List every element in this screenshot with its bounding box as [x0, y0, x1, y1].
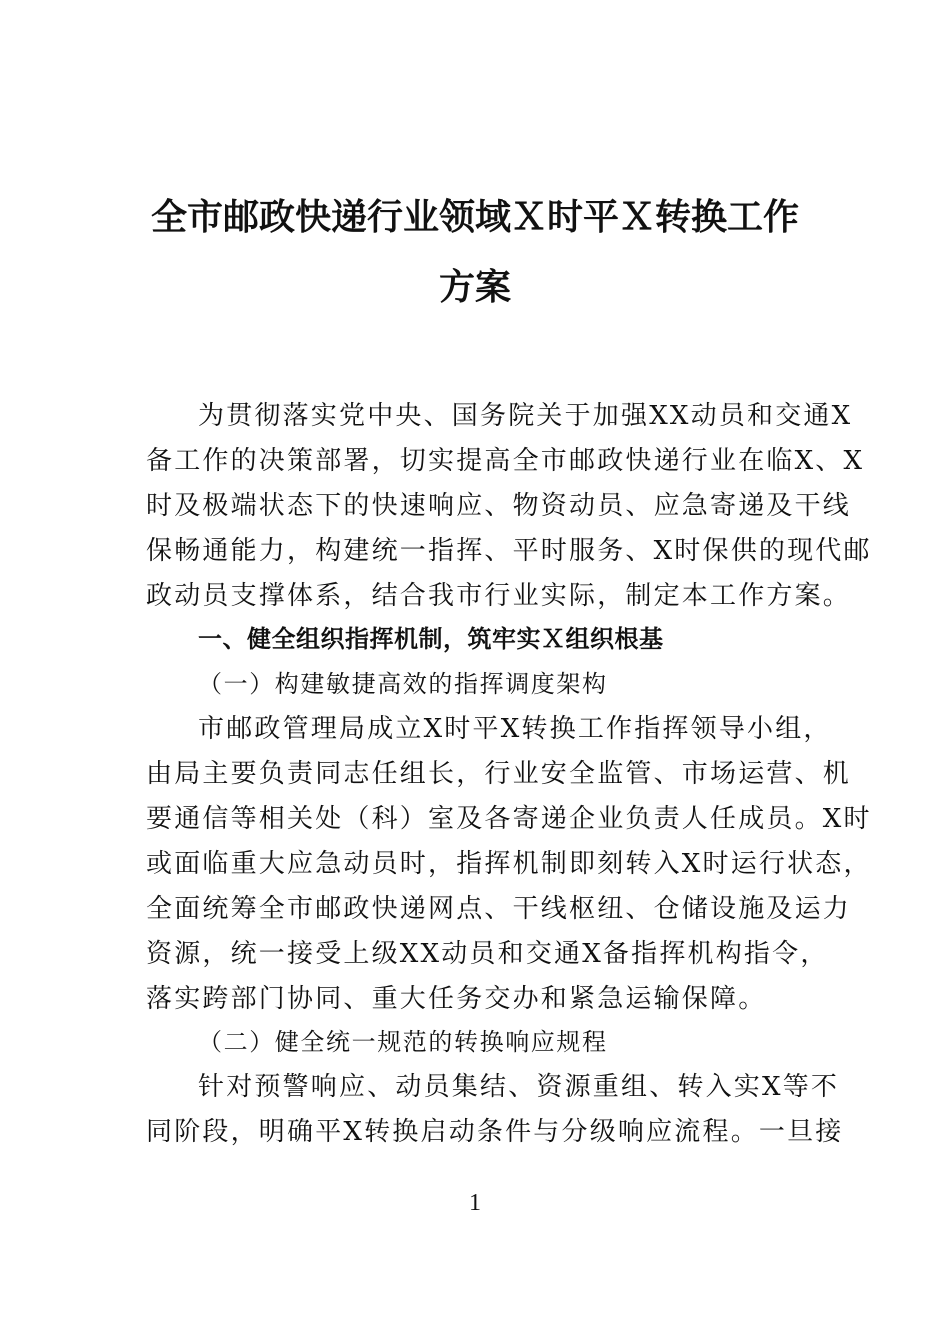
subsection-paragraph-line: 资源，统一接受上级XX动员和交通X备指挥机构指令，	[146, 939, 829, 969]
subsection-paragraph-line: 或面临重大应急动员时，指挥机制即刻转入X时运行状态，	[146, 849, 872, 879]
subsection-paragraph-line: 要通信等相关处（科）室及各寄递企业负责人任成员。X时	[146, 804, 872, 834]
subsection-paragraph-line: 市邮政管理局成立X时平X转换工作指挥领导小组，	[198, 714, 832, 744]
subsection-paragraph-line: 全面统筹全市邮政快递网点、干线枢纽、仓储设施及运力	[146, 894, 852, 924]
subsection-paragraph-line: 针对预警响应、动员集结、资源重组、转入实X等不	[198, 1072, 840, 1102]
page-number: 1	[469, 1190, 481, 1216]
intro-paragraph-line: 时及极端状态下的快速响应、物资动员、应急寄递及干线	[146, 491, 852, 521]
subsection-heading: （二）健全统一规范的转换响应规程	[198, 1028, 608, 1056]
intro-paragraph-line: 政动员支撑体系，结合我市行业实际，制定本工作方案。	[146, 581, 852, 611]
document-title-line-1: 全市邮政快递行业领域Ｘ时平Ｘ转换工作	[150, 197, 799, 238]
section-heading: 一、健全组织指挥机制，筑牢实Ｘ组织根基	[198, 625, 664, 653]
subsection-paragraph-line: 同阶段，明确平X转换启动条件与分级响应流程。一旦接	[146, 1117, 844, 1147]
subsection-paragraph-line: 落实跨部门协同、重大任务交办和紧急运输保障。	[146, 984, 767, 1014]
intro-paragraph-line: 为贯彻落实党中央、国务院关于加强XX动员和交通X	[198, 401, 853, 431]
subsection-paragraph-line: 由局主要负责同志任组长，行业安全监管、市场运营、机	[146, 759, 852, 789]
document-title-line-2: 方案	[438, 267, 511, 308]
intro-paragraph-line: 备工作的决策部署，切实提高全市邮政快递行业在临X、X	[146, 446, 865, 476]
subsection-heading: （一）构建敏捷高效的指挥调度架构	[198, 670, 608, 698]
intro-paragraph-line: 保畅通能力，构建统一指挥、平时服务、X时保供的现代邮	[146, 536, 872, 566]
